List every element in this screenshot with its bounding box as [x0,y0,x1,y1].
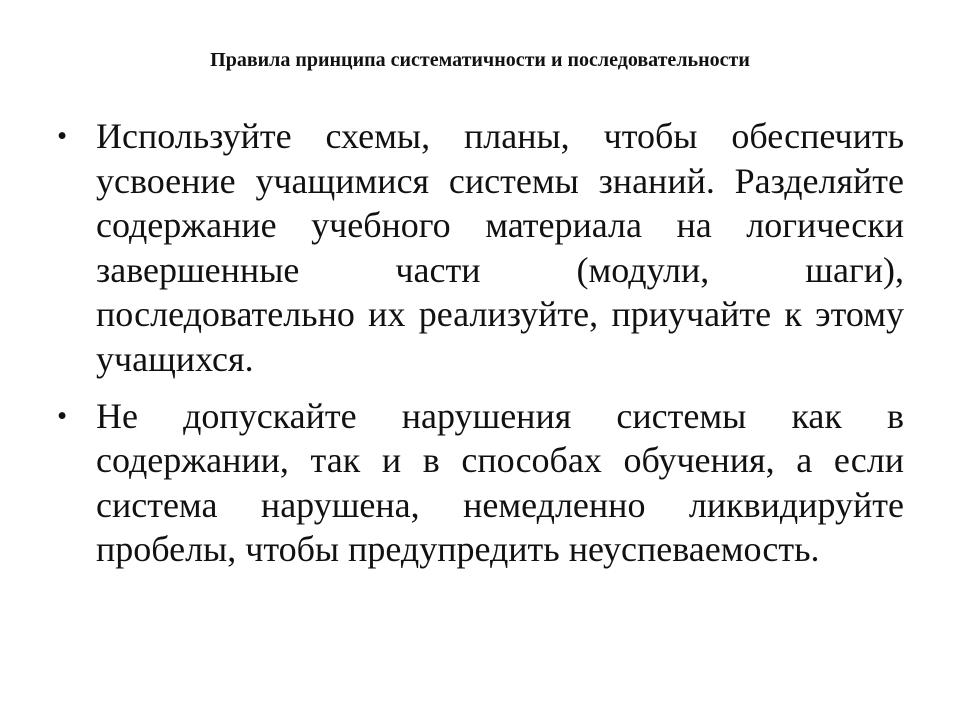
bullet-item [56,394,904,572]
bullet-text: Используйте схемы, планы, чтобы обеспечить усвоение учащимися системы знаний. Разделяйте содержание учебного материала на логически завершенные части (модули, шаги), последовательно их реализуйте, приучайте к этому учащихся. [96,116,904,379]
bullet-item [56,114,904,382]
slide-title: Правила принципа систематичности и последовательности [210,49,750,71]
bullet-dot-icon: • [57,399,68,432]
bullet-list [56,114,904,584]
bullet-text: Не допускайте нарушения системы как в содержании, так и в способах обучения, а если система нарушена, немедленно ликвидируйте пробелы, чтобы предупредить неуспеваемость. [96,395,904,570]
bullet-dot-icon: • [57,120,68,152]
